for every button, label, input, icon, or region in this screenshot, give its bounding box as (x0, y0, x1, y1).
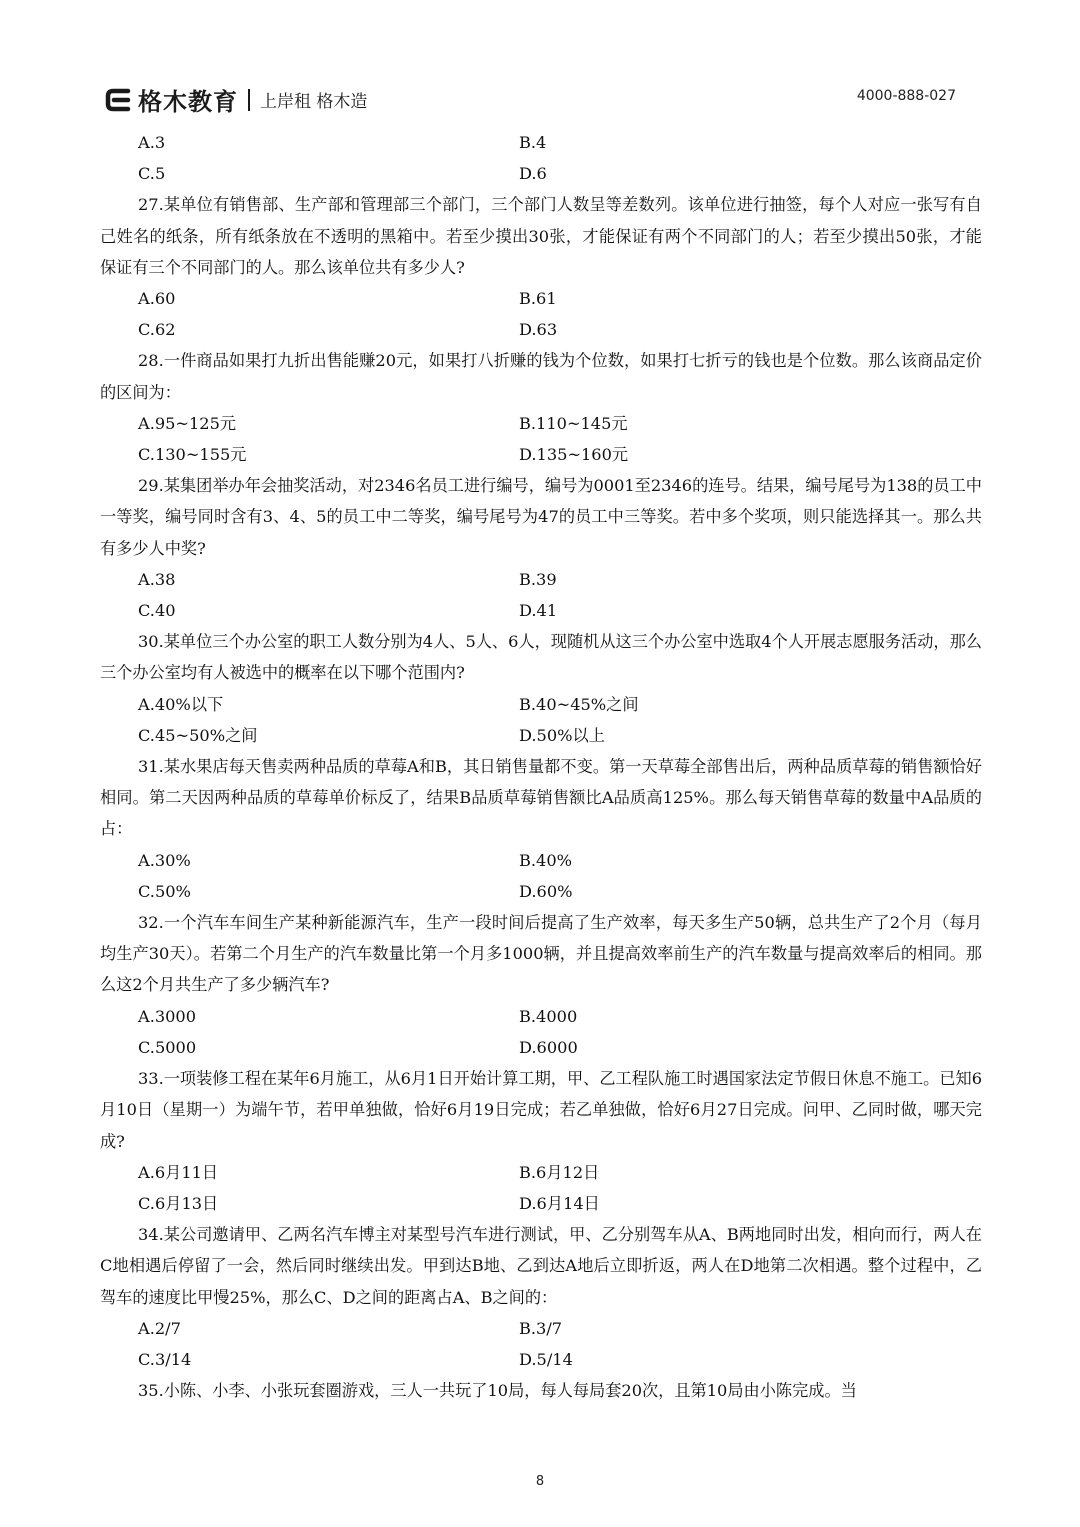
answer-option: B.110~145元 (519, 413, 628, 433)
option-row (100, 158, 982, 189)
question-text: 30.某单位三个办公室的职工人数分别为4人、5人、6人，现随机从这三个办公室中选取4个人开展志愿服务活动，那么三个办公室均有人被选中的概率在以下哪个范围内? (100, 632, 982, 683)
answer-option: D.6 (519, 164, 547, 184)
answer-option: D.41 (519, 601, 558, 621)
option-row (100, 439, 982, 470)
brand-name: 格木教育 (138, 88, 238, 116)
answer-option: A.95~125元 (138, 413, 237, 433)
option-row (100, 595, 982, 626)
answer-option: C.45~50%之间 (138, 725, 258, 745)
option-row (100, 1032, 982, 1063)
option-row (100, 1001, 982, 1032)
option-row (100, 564, 982, 595)
answer-option: B.4 (519, 133, 547, 152)
option-row (100, 1188, 982, 1219)
option-row (100, 314, 982, 345)
answer-option: B.40% (519, 850, 573, 870)
answer-option: D.135~160元 (519, 445, 629, 465)
answer-option: A.3 (138, 133, 166, 152)
answer-option: B.61 (519, 289, 557, 309)
answer-option: C.50% (138, 881, 191, 901)
answer-option: C.62 (138, 320, 176, 340)
answer-option: D.63 (519, 320, 558, 340)
answer-option: D.50%以上 (519, 725, 605, 745)
option-row (100, 720, 982, 751)
answer-option: A.40%以下 (138, 694, 224, 714)
option-row (100, 408, 982, 439)
answer-option: C.3/14 (138, 1349, 192, 1369)
page-header (104, 82, 964, 116)
answer-option: D.6000 (519, 1037, 578, 1057)
answer-option: D.6月14日 (519, 1193, 600, 1213)
logo (104, 82, 367, 117)
answer-option: A.6月11日 (138, 1162, 219, 1182)
option-row (100, 1313, 982, 1344)
option-row (100, 876, 982, 907)
hotline-number: 4000-888-027 (856, 88, 956, 104)
question-content (100, 127, 982, 1406)
option-row (100, 845, 982, 876)
question-text: 33.一项装修工程在某年6月施工，从6月1日开始计算工期，甲、乙工程队施工时遇国家法定节假日休息不施工。已知6月10日（星期一）为端午节，若甲单独做，恰好6月19日完成；若乙单独做，恰好6月27日完成。问甲、乙同时做，哪天完成? (100, 1069, 982, 1151)
option-row (100, 283, 982, 314)
answer-option: C.130~155元 (138, 445, 247, 465)
brand-slogan: 上岸租 格木造 (260, 92, 368, 112)
header-divider (248, 89, 250, 111)
answer-option: A.60 (138, 289, 176, 309)
answer-option: D.60% (519, 881, 573, 901)
option-row (100, 689, 982, 720)
answer-option: B.3/7 (519, 1318, 563, 1338)
answer-option: C.5000 (138, 1037, 197, 1057)
question-text: 29.某集团举办年会抽奖活动，对2346名员工进行编号，编号为0001至2346的连号。结果，编号尾号为138的员工中一等奖，编号同时含有3、4、5的员工中二等奖，编号尾号为47的员工中三等奖。若中多个奖项，则只能选择其一。那么共有多少人中奖? (100, 476, 982, 558)
brand-logo-icon (104, 86, 132, 114)
question-text: 34.某公司邀请甲、乙两名汽车博主对某型号汽车进行测试，甲、乙分别驾车从A、B两地同时出发，相向而行，两人在C地相遇后停留了一会，然后同时继续出发。甲到达B地、乙到达A地后立即折返，两人在D地第二次相遇。整个过程中，乙驾车的速度比甲慢25%，那么C、D之间的距离占A、B之间的： (100, 1225, 982, 1307)
question-text: 28.一件商品如果打九折出售能赚20元，如果打八折赚的钱为个位数，如果打七折亏的钱也是个位数。那么该商品定价的区间为： (100, 351, 982, 402)
answer-option: C.40 (138, 601, 176, 621)
answer-option: A.3000 (138, 1006, 197, 1026)
answer-option: C.5 (138, 164, 166, 184)
option-row (100, 1157, 982, 1188)
question-text: 27.某单位有销售部、生产部和管理部三个部门，三个部门人数呈等差数列。该单位进行抽签，每个人对应一张写有自己姓名的纸条，所有纸条放在不透明的黑箱中。若至少摸出30张，才能保证有两个不同部门的人；若至少摸出50张，才能保证有三个不同部门的人。那么该单位共有多少人? (100, 195, 982, 277)
answer-option: A.38 (138, 569, 176, 589)
answer-option: B.4000 (519, 1006, 578, 1026)
answer-option: B.40~45%之间 (519, 694, 639, 714)
answer-option: C.6月13日 (138, 1193, 219, 1213)
option-row (100, 1344, 982, 1375)
question-text: 31.某水果店每天售卖两种品质的草莓A和B，其日销售量都不变。第一天草莓全部售出后，两种品质草莓的销售额恰好相同。第二天因两种品质的草莓单价标反了，结果B品质草莓销售额比A品质高125%。那么每天销售草莓的数量中A品质的占： (100, 757, 982, 839)
page-number: 8 (535, 1474, 545, 1489)
answer-option: A.2/7 (138, 1318, 181, 1338)
question-text: 32.一个汽车车间生产某种新能源汽车，生产一段时间后提高了生产效率，每天多生产50辆，总共生产了2个月（每月均生产30天）。若第二个月生产的汽车数量比第一个月多1000辆，并且提高效率前生产的汽车数量与提高效率后的相同。那么这2个月共生产了多少辆汽车? (100, 913, 982, 995)
answer-option: D.5/14 (519, 1349, 573, 1369)
question-text: 35.小陈、小李、小张玩套圈游戏，三人一共玩了10局，每人每局套20次，且第10局由小陈完成。当 (138, 1381, 857, 1401)
answer-option: B.39 (519, 569, 557, 589)
answer-option: A.30% (138, 850, 191, 870)
option-row (100, 127, 982, 158)
answer-option: B.6月12日 (519, 1162, 600, 1182)
